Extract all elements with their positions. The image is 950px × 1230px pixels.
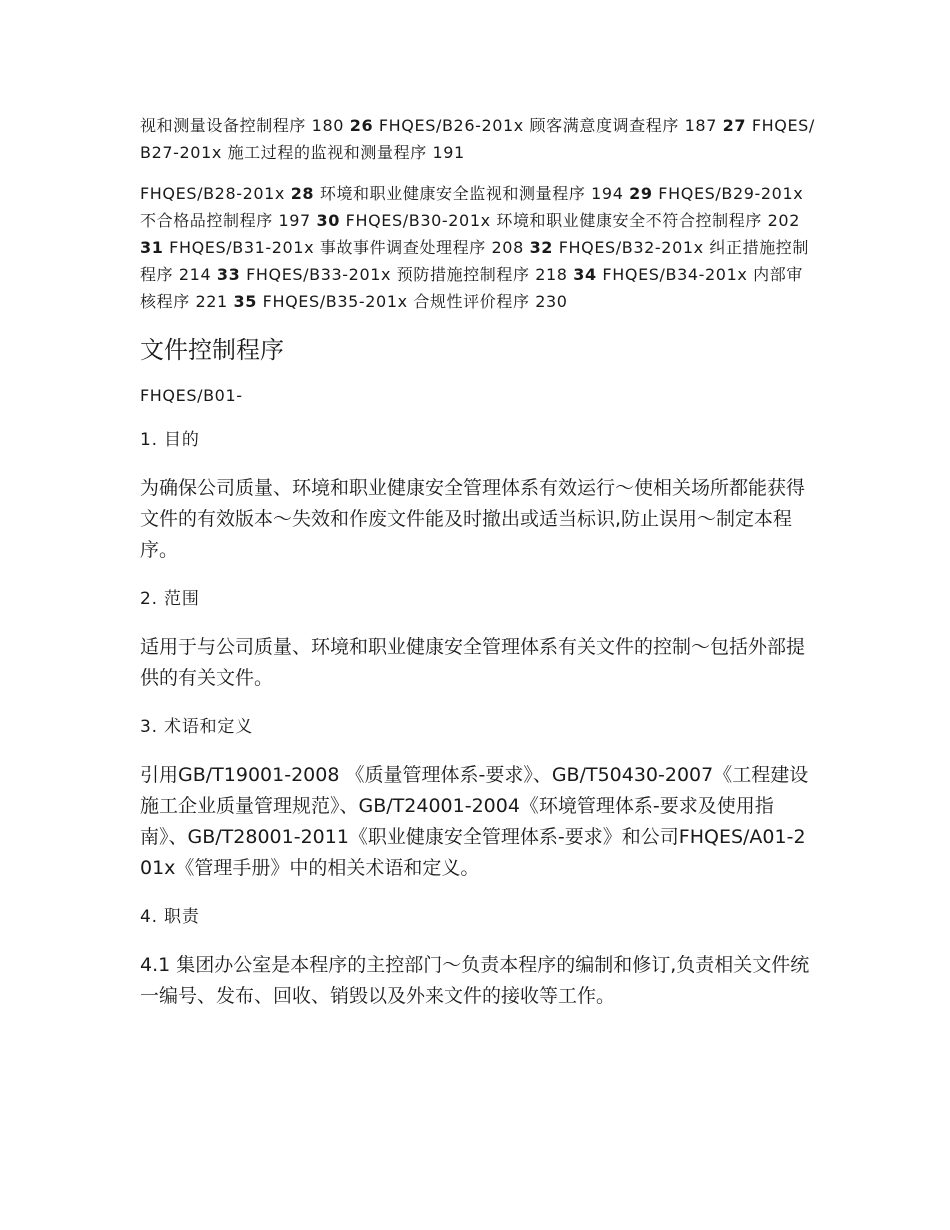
- document-title: 文件控制程序: [140, 336, 284, 364]
- toc-entry-text: FHQES/B26-201x 顾客满意度调查程序 187: [373, 116, 723, 135]
- toc-entry-text: FHQES/B35-201x 合规性评价程序 230: [256, 292, 568, 311]
- toc-entry-text: FHQES/B32-201x 纠正措施控制程序 214: [140, 238, 810, 284]
- section-heading-responsibilities: 4. 职责: [140, 907, 200, 927]
- toc-entry-text: 环境和职业健康安全监视和测量程序 194: [314, 184, 630, 203]
- toc-entry-text: FHQES/B31-201x 事故事件调查处理程序 208: [163, 238, 530, 257]
- toc-entry-number: 35: [233, 292, 257, 311]
- toc-entry-text: FHQES/B34-201x 内部审核程序 221: [140, 265, 803, 311]
- toc-entry-number: 26: [349, 116, 374, 135]
- section-text-responsibility-4-1: 4.1 集团办公室是本程序的主控部门～负责本程序的编制和修订,负责相关文件统一编号、发布、回收、销毁以及外来文件的接收等工作。: [140, 954, 810, 1007]
- section-text-terms: 引用GB/T19001-2008 《质量管理体系-要求》、GB/T50430-2007《工程建设施工企业质量管理规范》、GB/T24001-2004《环境管理体系-要求及使用指南》、GB/T28001-2011《职业健康安全管理体系-要求》和公司FHQES/A01-201x《管理手册》中的相关术语和定义。: [140, 764, 809, 879]
- toc-entry-number: 33: [216, 265, 241, 284]
- toc-entry-number: 29: [629, 184, 653, 203]
- document-code: FHQES/B01-: [140, 386, 243, 405]
- document-page: [140, 112, 815, 1032]
- toc-entry-text: FHQES/B27-201x 施工过程的监视和测量程序 191: [140, 116, 815, 162]
- toc-entry-text: FHQES/B30-201x 环境和职业健康安全不符合控制程序 202: [339, 211, 800, 230]
- section-text-purpose: 为确保公司质量、环境和职业健康安全管理体系有效运行～使相关场所都能获得文件的有效版本～失效和作废文件能及时撤出或适当标识,防止误用～制定本程序。: [140, 477, 806, 561]
- toc-entry-number: 34: [573, 265, 597, 284]
- toc-paragraph-2: [140, 180, 815, 315]
- toc-entry-number: 31: [140, 238, 164, 257]
- toc-paragraph-1: [140, 112, 815, 166]
- toc-entry-text: 视和测量设备控制程序 180: [140, 116, 350, 135]
- section-text-scope: 适用于与公司质量、环境和职业健康安全管理体系有关文件的控制～包括外部提供的有关文件。: [140, 636, 806, 689]
- toc-entry-number: 30: [316, 211, 340, 230]
- section-heading-terms: 3. 术语和定义: [140, 717, 254, 737]
- toc-entry-number: 27: [722, 116, 747, 135]
- section-heading-purpose: 1. 目的: [140, 430, 200, 450]
- toc-entry-number: 28: [290, 184, 315, 203]
- toc-entry-text: FHQES/B33-201x 预防措施控制程序 218: [240, 265, 574, 284]
- toc-entry-text: FHQES/B28-201x: [140, 184, 291, 203]
- toc-entry-text: FHQES/B29-201x 不合格品控制程序 197: [140, 184, 804, 230]
- toc-entry-number: 32: [529, 238, 554, 257]
- section-heading-scope: 2. 范围: [140, 589, 200, 609]
